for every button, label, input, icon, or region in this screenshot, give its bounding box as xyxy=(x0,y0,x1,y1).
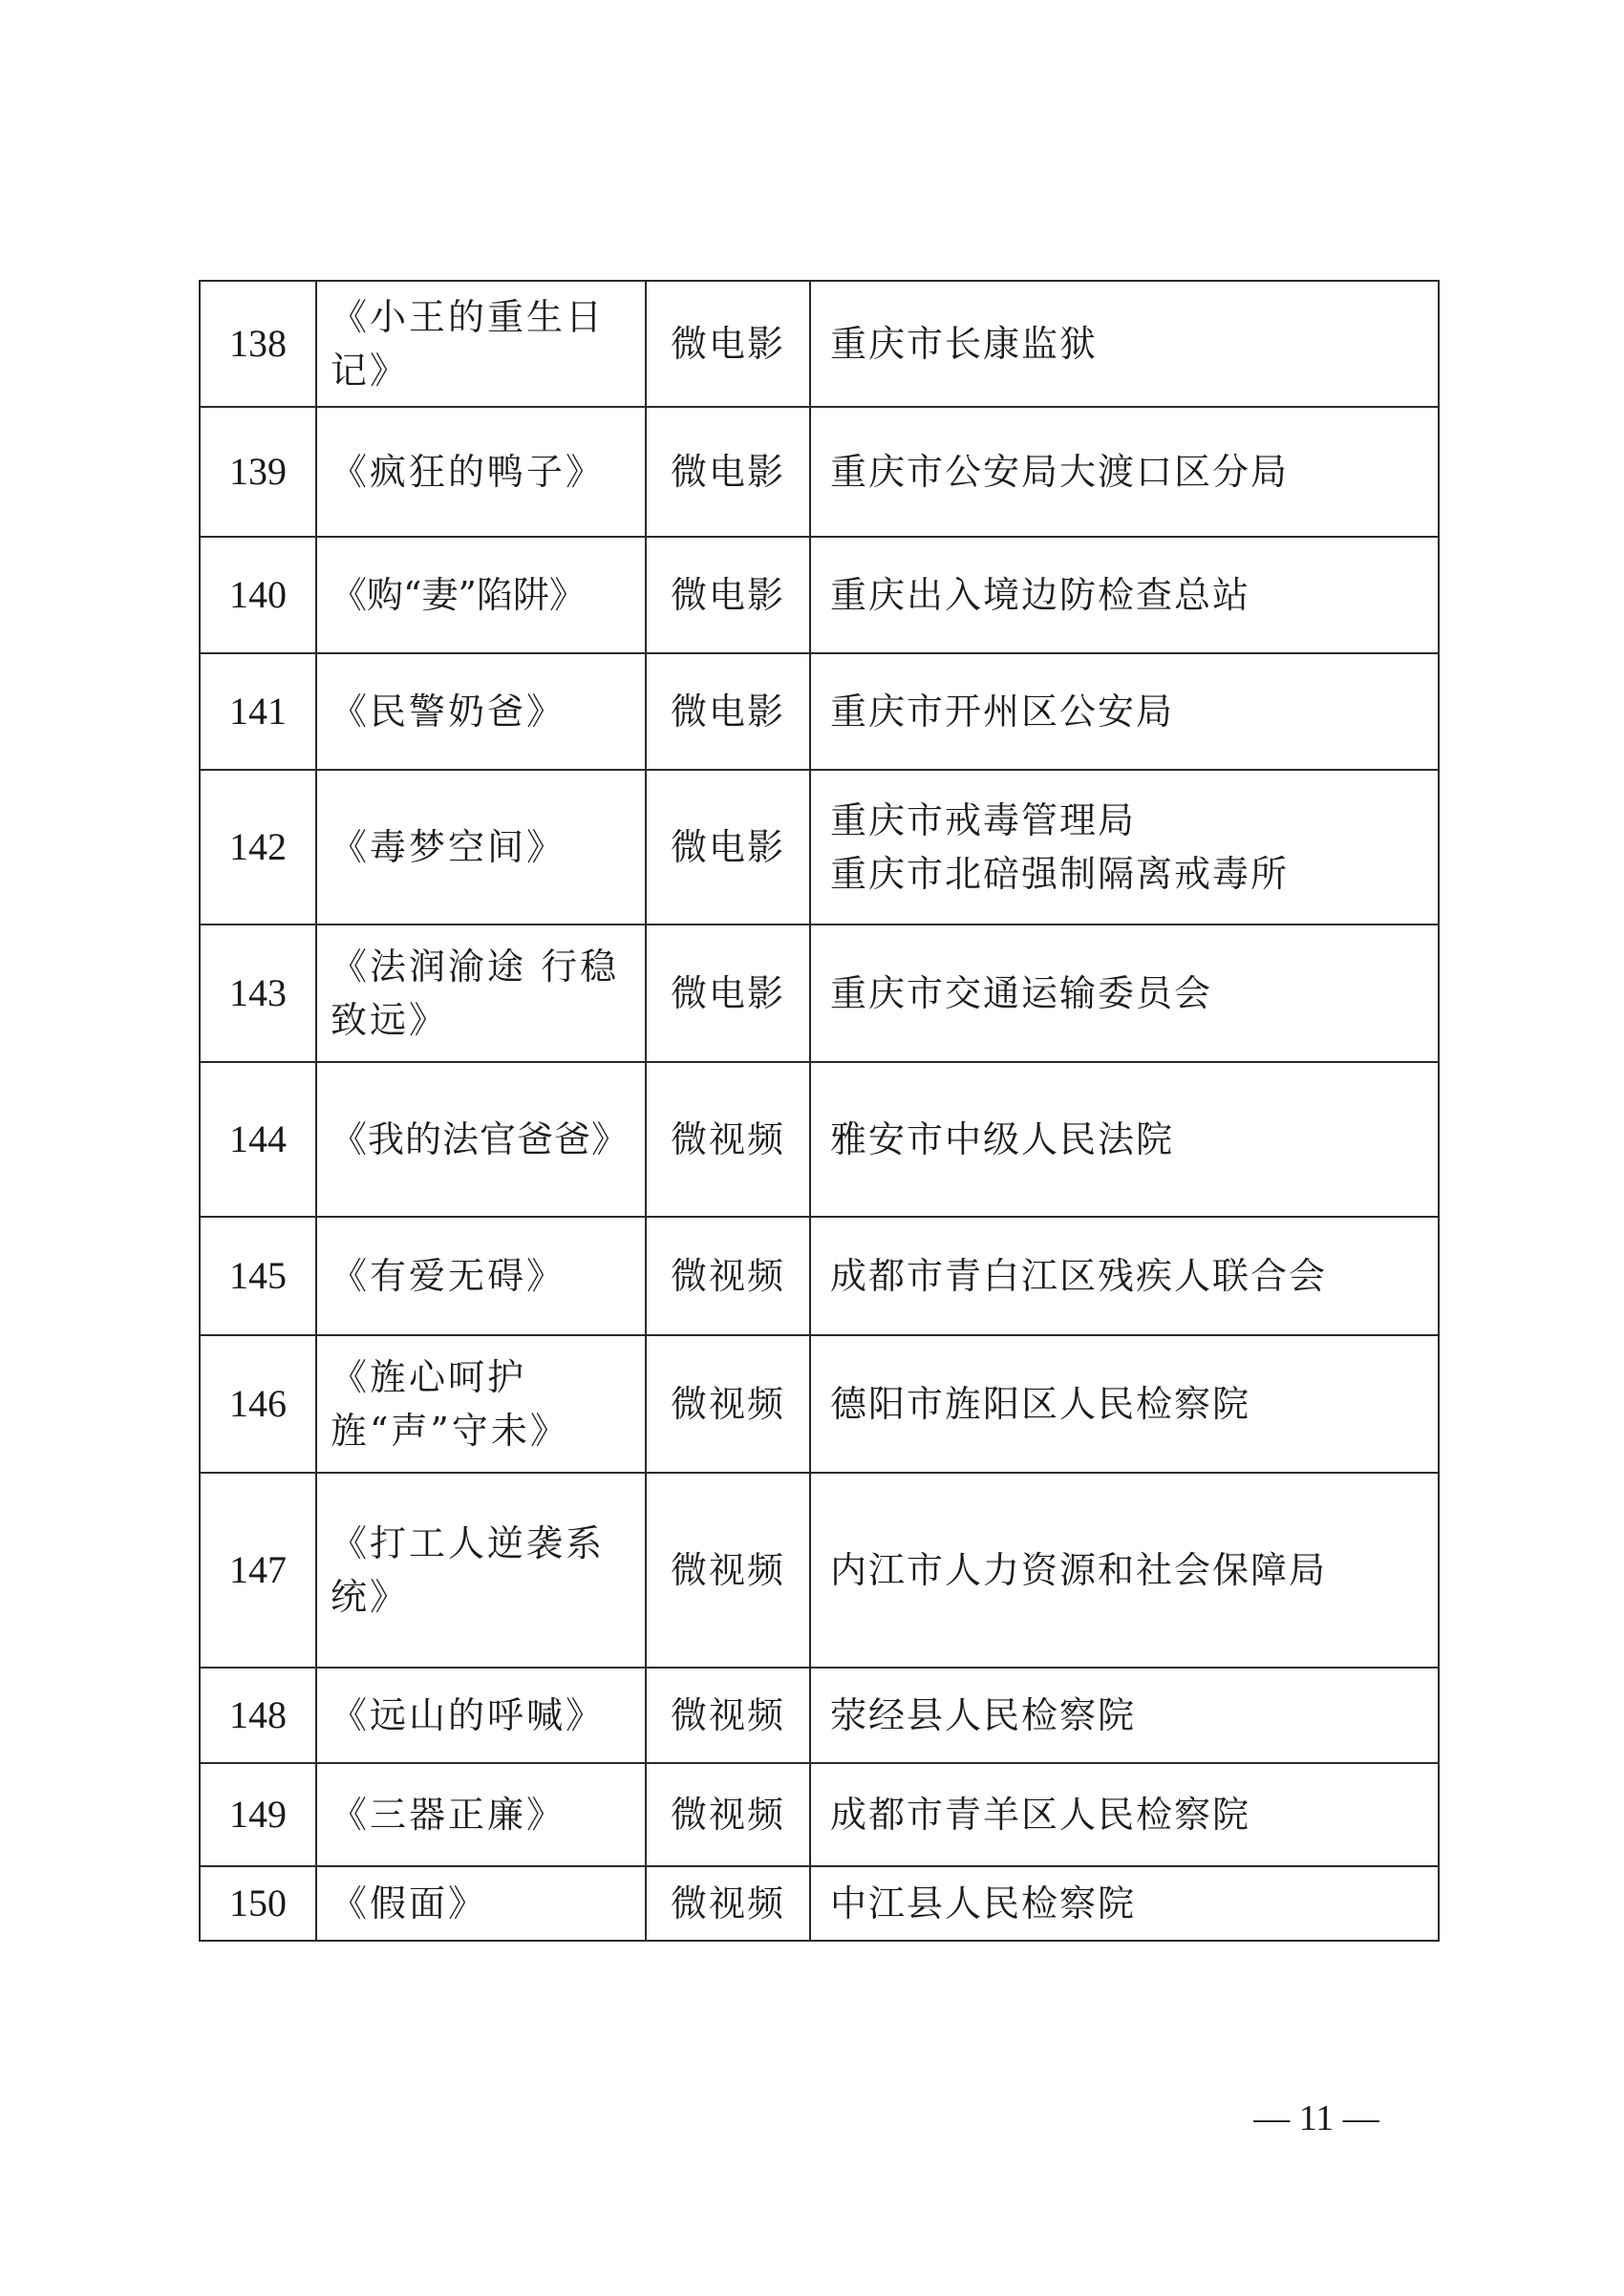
table-row xyxy=(200,1668,1439,1763)
row-number: 146 xyxy=(200,1335,316,1473)
submitting-unit xyxy=(810,925,1439,1062)
work-title: 《假面》 xyxy=(316,1866,646,1941)
submitting-unit xyxy=(810,537,1439,653)
work-type: 微视频 xyxy=(646,1062,810,1217)
submitting-unit xyxy=(810,1866,1439,1941)
unit-name: 重庆市长康监狱 xyxy=(830,323,1099,365)
row-number: 139 xyxy=(200,407,316,537)
table-row xyxy=(200,1473,1439,1668)
table-row xyxy=(200,1217,1439,1335)
submitting-unit xyxy=(810,1217,1439,1335)
unit-name: 成都市青白江区残疾人联合会 xyxy=(830,1255,1328,1297)
row-number: 143 xyxy=(200,925,316,1062)
work-title: 《购“妻”陷阱》 xyxy=(316,537,646,653)
work-type: 微电影 xyxy=(646,770,810,925)
unit-name: 重庆市北碚强制隔离戒毒所 xyxy=(830,853,1290,895)
submitting-unit xyxy=(810,1763,1439,1866)
table-row xyxy=(200,770,1439,925)
row-number: 140 xyxy=(200,537,316,653)
work-title: 《法润渝途 行稳致远》 xyxy=(316,925,646,1062)
row-number: 150 xyxy=(200,1866,316,1941)
row-number: 142 xyxy=(200,770,316,925)
unit-name: 荥经县人民检察院 xyxy=(830,1694,1137,1736)
work-type: 微视频 xyxy=(646,1866,810,1941)
work-title: 《毒梦空间》 xyxy=(316,770,646,925)
submitting-unit xyxy=(810,1335,1439,1473)
unit-name: 重庆市公安局大渡口区分局 xyxy=(830,451,1290,493)
unit-name: 中江县人民检察院 xyxy=(830,1882,1137,1924)
row-number: 144 xyxy=(200,1062,316,1217)
work-title: 《远山的呼喊》 xyxy=(316,1668,646,1763)
submitting-unit xyxy=(810,1062,1439,1217)
submitting-unit xyxy=(810,281,1439,407)
work-type: 微电影 xyxy=(646,925,810,1062)
work-title: 《打工人逆袭系统》 xyxy=(316,1473,646,1668)
row-number: 145 xyxy=(200,1217,316,1335)
unit-name: 成都市青羊区人民检察院 xyxy=(830,1794,1251,1836)
row-number: 147 xyxy=(200,1473,316,1668)
work-type: 微电影 xyxy=(646,537,810,653)
work-title: 《旌心呵护 旌“声”守未》 xyxy=(316,1335,646,1473)
table-row xyxy=(200,537,1439,653)
work-type: 微视频 xyxy=(646,1763,810,1866)
table-row xyxy=(200,653,1439,770)
work-title: 《三器正廉》 xyxy=(316,1763,646,1866)
work-title: 《民警奶爸》 xyxy=(316,653,646,770)
award-list-table xyxy=(199,280,1440,1942)
work-title: 《疯狂的鸭子》 xyxy=(316,407,646,537)
submitting-unit xyxy=(810,770,1439,925)
row-number: 148 xyxy=(200,1668,316,1763)
work-type: 微电影 xyxy=(646,653,810,770)
work-type: 微电影 xyxy=(646,407,810,537)
submitting-unit xyxy=(810,1473,1439,1668)
row-number: 138 xyxy=(200,281,316,407)
unit-name: 重庆市开州区公安局 xyxy=(830,691,1175,733)
submitting-unit xyxy=(810,653,1439,770)
table-row xyxy=(200,1062,1439,1217)
work-type: 微视频 xyxy=(646,1335,810,1473)
table-row xyxy=(200,1866,1439,1941)
unit-name: 重庆市交通运输委员会 xyxy=(830,972,1213,1014)
table-row xyxy=(200,925,1439,1062)
work-type: 微视频 xyxy=(646,1473,810,1668)
unit-name: 内江市人力资源和社会保障局 xyxy=(830,1549,1328,1591)
unit-name: 雅安市中级人民法院 xyxy=(830,1118,1175,1160)
work-title: 《我的法官爸爸》 xyxy=(316,1062,646,1217)
table-row xyxy=(200,281,1439,407)
unit-name: 重庆出入境边防检查总站 xyxy=(830,574,1251,616)
work-type: 微视频 xyxy=(646,1217,810,1335)
work-type: 微电影 xyxy=(646,281,810,407)
work-title: 《小王的重生日记》 xyxy=(316,281,646,407)
page-number: — 11 — xyxy=(1253,2098,1379,2138)
table-row xyxy=(200,407,1439,537)
table-row xyxy=(200,1763,1439,1866)
submitting-unit xyxy=(810,1668,1439,1763)
unit-name: 德阳市旌阳区人民检察院 xyxy=(830,1383,1251,1425)
table-row xyxy=(200,1335,1439,1473)
work-title: 《有爱无碍》 xyxy=(316,1217,646,1335)
row-number: 141 xyxy=(200,653,316,770)
row-number: 149 xyxy=(200,1763,316,1866)
work-type: 微视频 xyxy=(646,1668,810,1763)
submitting-unit xyxy=(810,407,1439,537)
unit-name: 重庆市戒毒管理局 xyxy=(830,799,1137,841)
